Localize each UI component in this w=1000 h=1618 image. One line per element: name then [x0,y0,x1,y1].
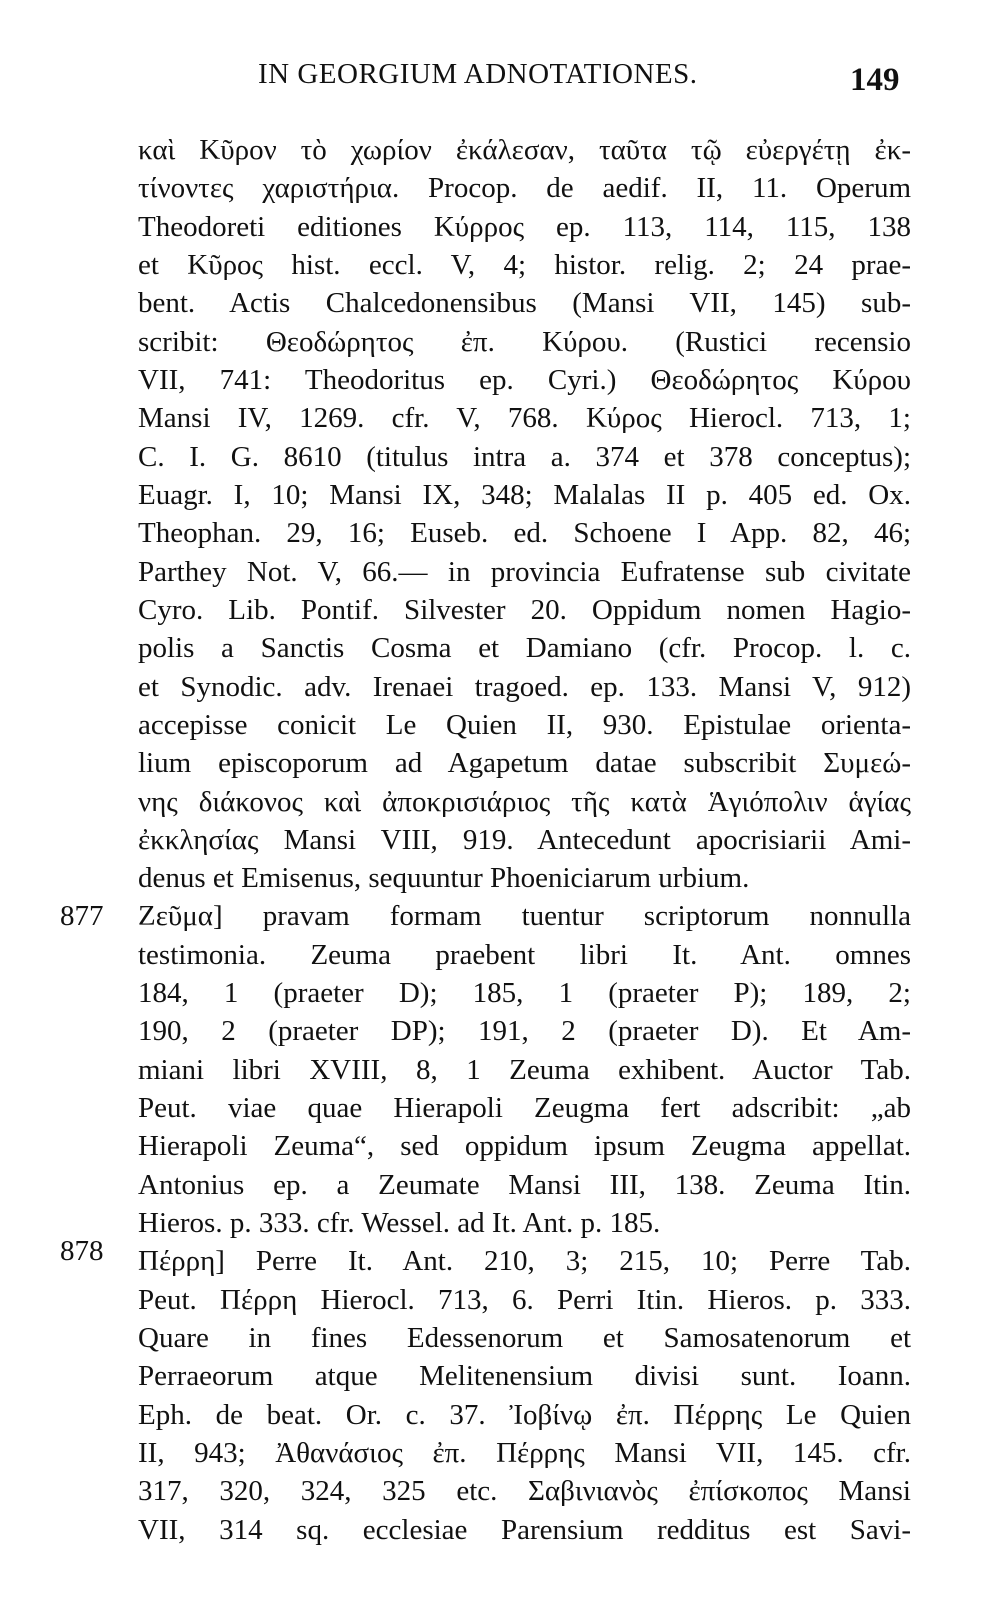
text-line: Quare in fines Edessenorum et Samosatenorum et [138,1322,911,1354]
text-line: VII, 741: Theodoritus ep. Cyri.) Θεοδώρητος Κύρου [138,364,911,396]
text-line: Cyro. Lib. Pontif. Silvester 20. Oppidum nomen Hagio- [138,594,911,626]
text-line: denus et Emisenus, sequuntur Phoeniciarum urbium. [138,862,750,894]
text-line: τίνοντες χαριστήρια. Procop. de aedif. II, 11. Operum [138,172,911,204]
running-title: IN GEORGIUM ADNOTATIONES. [258,58,698,90]
text-line: ἐκκλησίας Mansi VIII, 919. Antecedunt apocrisiarii Ami- [138,824,911,856]
text-line: II, 943; Ἀθανάσιος ἐπ. Πέρρης Mansi VII, 145. cfr. [138,1437,911,1469]
text-line: VII, 314 sq. ecclesiae Parensium redditus est Savi- [138,1514,911,1546]
text-line: Perraeorum atque Melitenensium divisi sunt. Ioann. [138,1360,911,1392]
text-line: scribit: Θεοδώρητος ἐπ. Κύρου. (Rustici recensio [138,326,911,358]
text-line: νης διάκονος καὶ ἀποκρισιάριος τῆς κατὰ Ἁγιόπολιν ἁγίας [138,786,911,818]
text-line: Parthey Not. V, 66.— in provincia Eufratense sub civitate [138,556,911,588]
text-line: Theodoreti editiones Κύρρος ep. 113, 114, 115, 138 [138,211,911,243]
text-line: Hieros. p. 333. cfr. Wessel. ad It. Ant. p. 185. [138,1207,661,1239]
text-line: Πέρρη] Perre It. Ant. 210, 3; 215, 10; Perre Tab. [138,1245,911,1277]
text-line: 190, 2 (praeter DP); 191, 2 (praeter D). Et Am- [138,1015,911,1047]
text-line: et Synodic. adv. Irenaei tragoed. ep. 133. Mansi V, 912) [138,671,911,703]
text-line: accepisse conicit Le Quien II, 930. Epistulae orienta- [138,709,911,741]
text-line: Theophan. 29, 16; Euseb. ed. Schoene I App. 82, 46; [138,517,911,549]
text-line: testimonia. Zeuma praebent libri It. Ant. omnes [138,939,911,971]
text-line: lium episcoporum ad Agapetum datae subscribit Συμεώ- [138,747,911,779]
text-line: Peut. viae quae Hierapoli Zeugma fert adscribit: „ab [138,1092,911,1124]
text-line: Euagr. I, 10; Mansi IX, 348; Malalas II p. 405 ed. Ox. [138,479,911,511]
text-line: 317, 320, 324, 325 etc. Σαβινιανὸς ἐπίσκοπος Mansi [138,1475,911,1507]
text-line: C. I. G. 8610 (titulus intra a. 374 et 378 conceptus); [138,441,911,473]
text-line: 184, 1 (praeter D); 185, 1 (praeter P); 189, 2; [138,977,911,1009]
text-line: Peut. Πέρρη Hierocl. 713, 6. Perri Itin. Hieros. p. 333. [138,1284,911,1316]
text-line: Hierapoli Zeuma“, sed oppidum ipsum Zeugma appellat. [138,1130,911,1162]
margin-line-number: 877 [60,900,104,932]
text-line: et Κῦρος hist. eccl. V, 4; histor. relig. 2; 24 prae- [138,249,911,281]
page-number: 149 [850,62,900,98]
text-line: polis a Sanctis Cosma et Damiano (cfr. Procop. l. c. [138,632,911,664]
text-line: Ζεῦμα] pravam formam tuentur scriptorum nonnulla [138,900,911,932]
text-line: Eph. de beat. Or. c. 37. Ἰοβίνῳ ἐπ. Πέρρης Le Quien [138,1399,911,1431]
text-line: bent. Actis Chalcedonensibus (Mansi VII, 145) sub- [138,287,911,319]
margin-line-number: 878 [60,1235,104,1267]
text-line: Antonius ep. a Zeumate Mansi III, 138. Zeuma Itin. [138,1169,911,1201]
text-line: miani libri XVIII, 8, 1 Zeuma exhibent. Auctor Tab. [138,1054,911,1086]
text-line: Mansi IV, 1269. cfr. V, 768. Κύρος Hierocl. 713, 1; [138,402,911,434]
text-line: καὶ Κῦρον τὸ χωρίον ἐκάλεσαν, ταῦτα τῷ εὐεργέτῃ ἐκ- [138,134,911,166]
